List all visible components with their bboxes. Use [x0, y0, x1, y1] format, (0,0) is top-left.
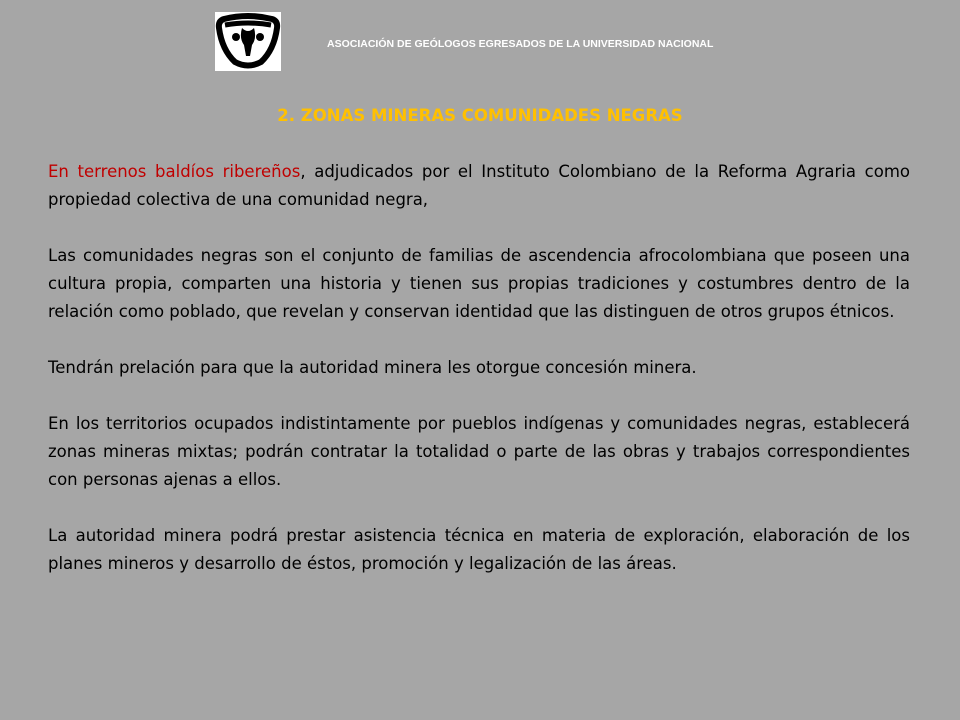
logo-graphic	[215, 12, 281, 71]
paragraph-3: Tendrán prelación para que la autoridad minera les otorgue concesión minera.	[48, 358, 697, 377]
geologos-logo-icon	[215, 12, 281, 71]
paragraph-1	[48, 158, 910, 214]
paragraph-1-text: , adjudicados por el Instituto Colombiano de la Reforma Agraria como propiedad colectiva de una comunidad negra,	[48, 162, 910, 209]
paragraph-4: En los territorios ocupados indistintamente por pueblos indígenas y comunidades negras, establecerá zonas mineras mixtas; podrán contratar la totalidad o parte de las obras y trabajos correspondientes con personas ajenas a ellos.	[48, 414, 910, 489]
paragraph-5: La autoridad minera podrá prestar asistencia técnica en materia de exploración, elaboración de los planes mineros y desarrollo de éstos, promoción y legalización de las áreas.	[48, 526, 910, 573]
organization-name: ASOCIACIÓN DE GEÓLOGOS EGRESADOS DE LA UNIVERSIDAD NACIONAL	[327, 38, 714, 50]
slide-content	[48, 158, 910, 606]
paragraph-1-highlight: En terrenos baldíos ribereños	[48, 162, 301, 181]
slide-title: 2. ZONAS MINERAS COMUNIDADES NEGRAS	[277, 106, 683, 125]
paragraph-2: Las comunidades negras son el conjunto de familias de ascendencia afrocolombiana que poseen una cultura propia, comparten una historia y tienen sus propias tradiciones y costumbres dentro de la relación como poblado, que revelan y conservan identidad que las distinguen de otros grupos étnicos.	[48, 246, 910, 321]
